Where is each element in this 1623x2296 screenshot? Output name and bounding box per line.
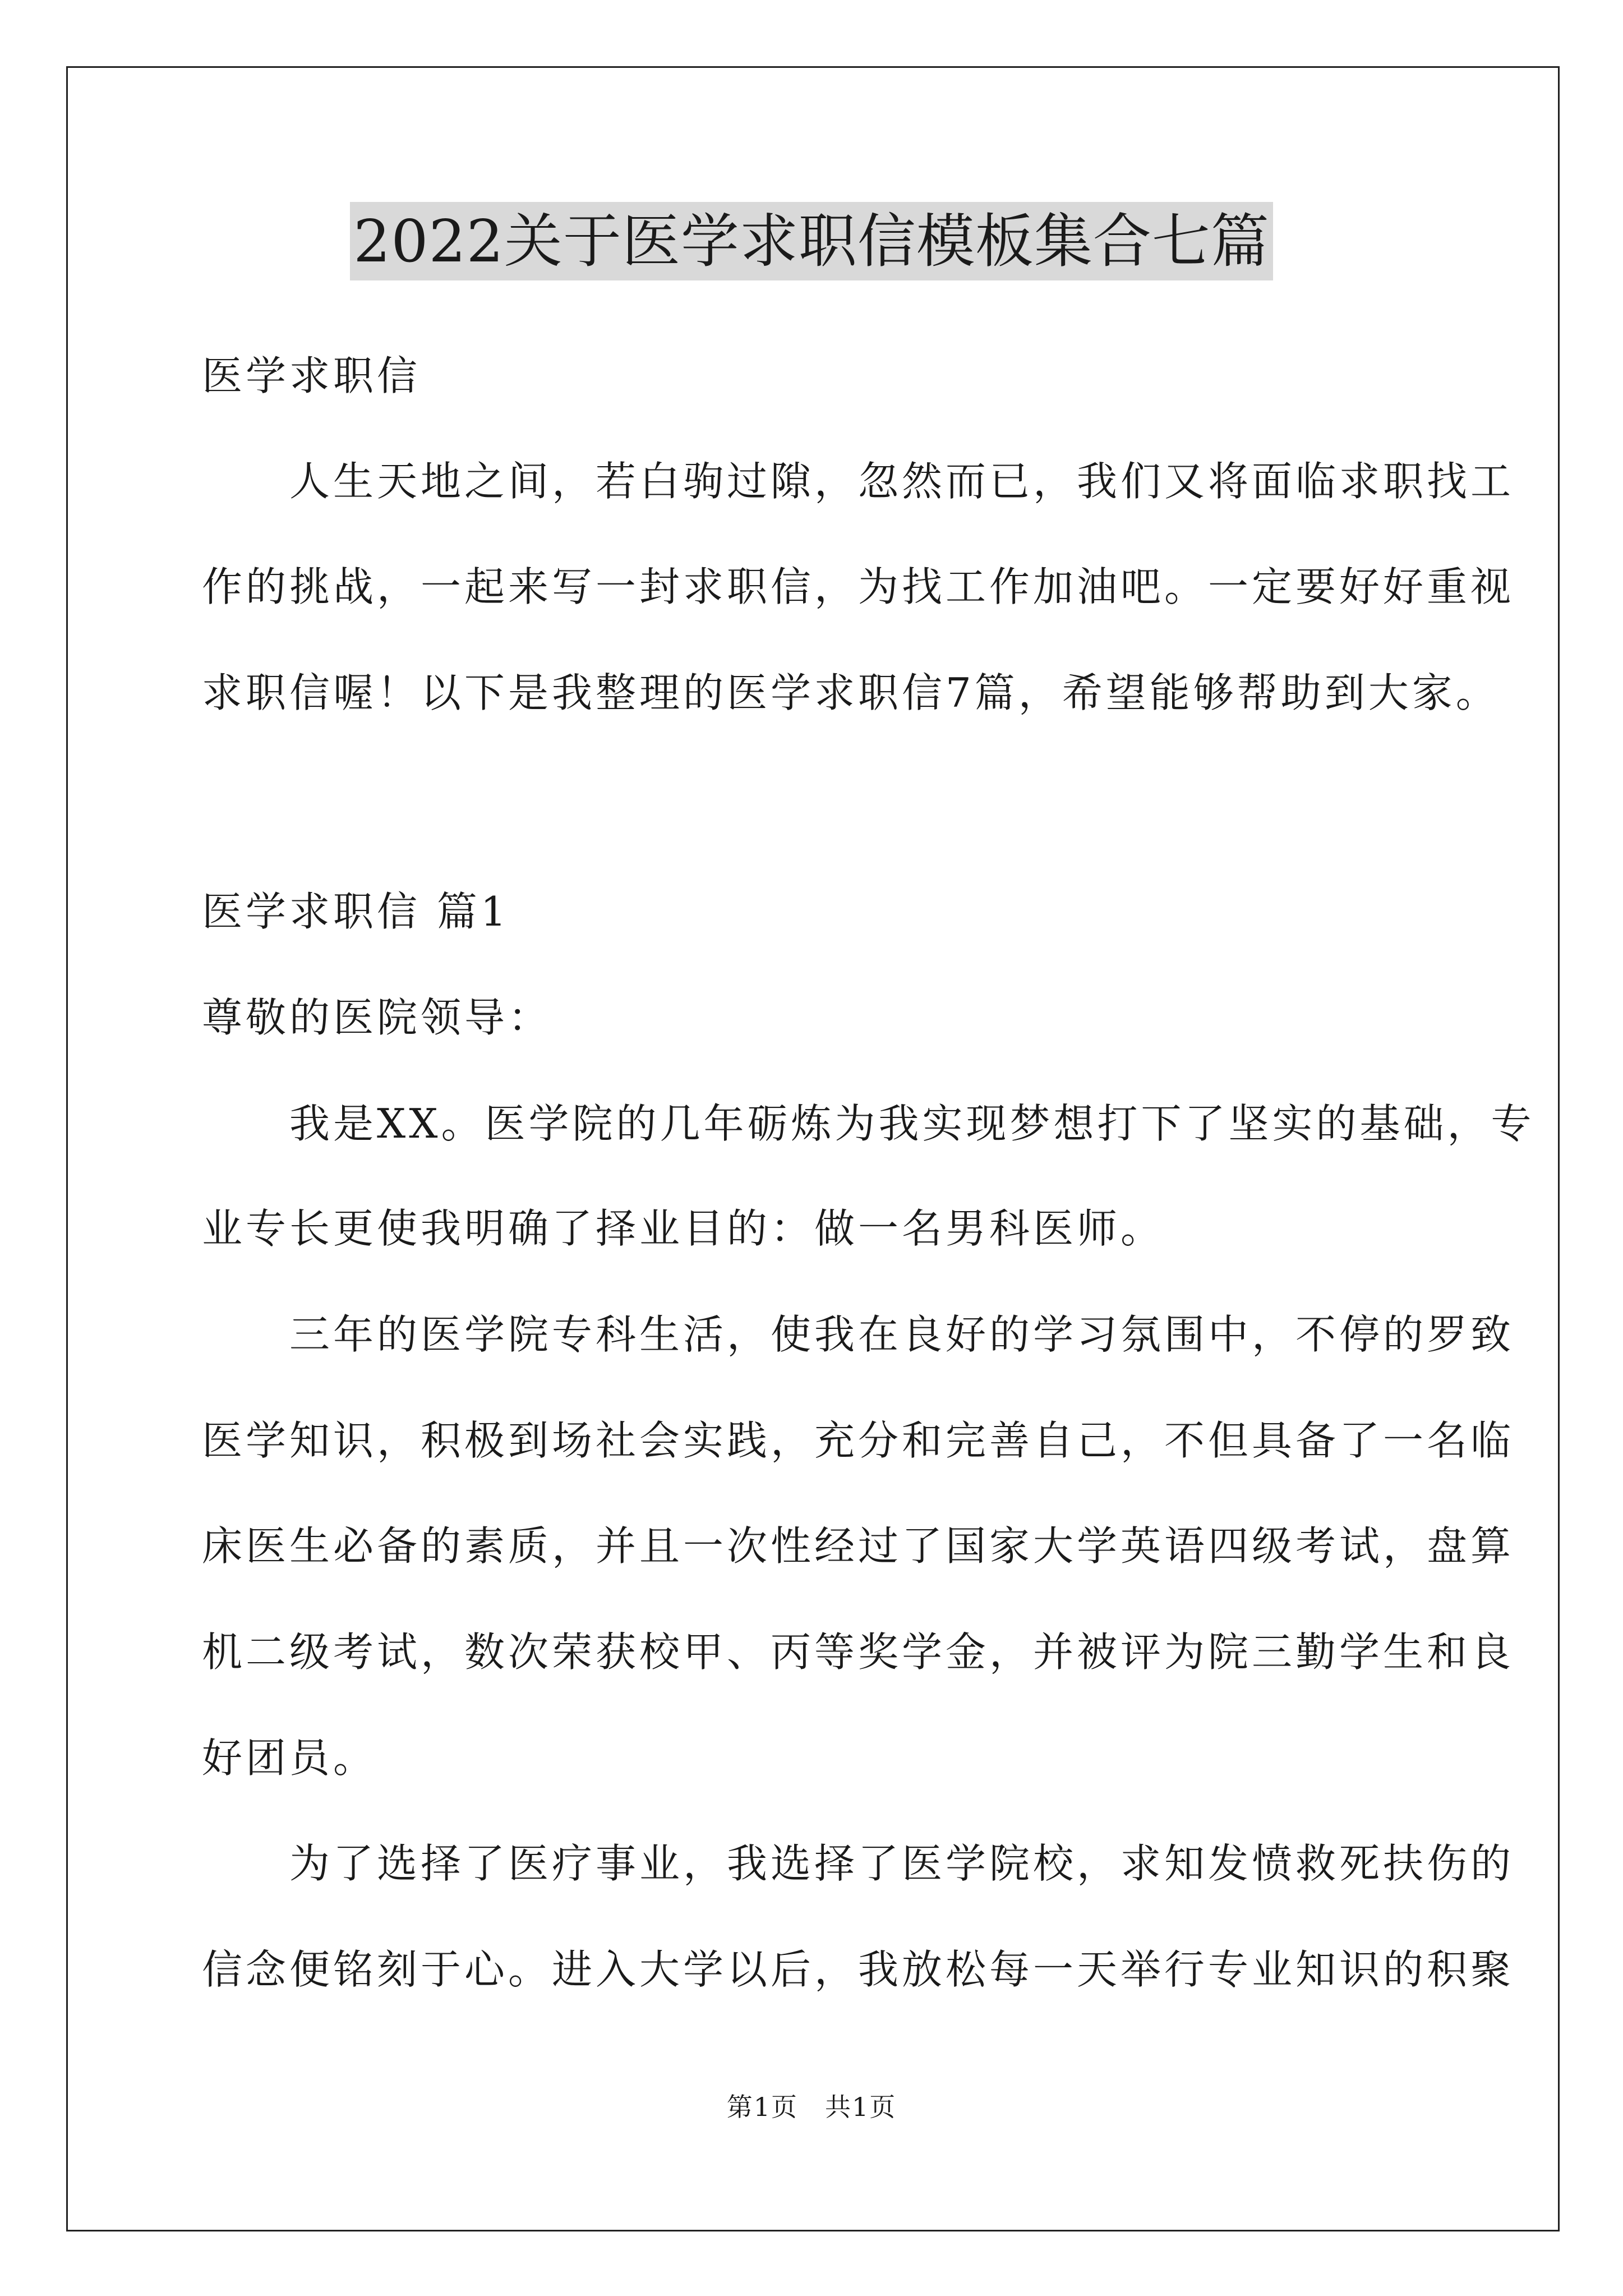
paragraph-line: 人生天地之间，若白驹过隙，忽然而已，我们又将面临求职找工 [202,458,1515,505]
page-footer: 第1页 共1页 [726,2092,897,2122]
paragraph-line: 床医生必备的素质，并且一次性经过了国家大学英语四级考试，盘算 [202,1522,1515,1570]
paragraph-line: 三年的医学院专科生活，使我在良好的学习氛围中，不停的罗致 [202,1311,1515,1358]
paragraph-line: 业专长更使我明确了择业目的：做一名男科医师。 [202,1205,1165,1252]
paragraph-line: 求职信喔！以下是我整理的医学求职信7篇，希望能够帮助到大家。 [202,669,1500,716]
paragraph-line: 信念便铭刻于心。进入大学以后，我放松每一天举行专业知识的积聚 [202,1946,1515,1993]
salutation: 尊敬的医院领导： [202,994,552,1041]
paragraph-line: 为了选择了医疗事业，我选择了医学院校，求知发愤救死扶伤的 [202,1840,1515,1887]
document-title: 2022关于医学求职信模板集合七篇 [350,202,1273,280]
section-heading: 医学求职信 篇1 [202,888,510,935]
paragraph-line: 作的挑战，一起来写一封求职信，为找工作加油吧。一定要好好重视 [202,563,1515,610]
paragraph-line: 我是XX。医学院的几年砺炼为我实现梦想打下了坚实的基础，专 [202,1100,1535,1147]
title-container [0,202,1623,280]
paragraph-line: 医学知识，积极到场社会实践，充分和完善自己，不但具备了一名临 [202,1417,1515,1464]
paragraph-line: 好团员。 [202,1734,377,1782]
section-heading: 医学求职信 [202,352,421,399]
paragraph-line: 机二级考试，数次荣获校甲、丙等奖学金，并被评为院三勤学生和良 [202,1628,1515,1676]
